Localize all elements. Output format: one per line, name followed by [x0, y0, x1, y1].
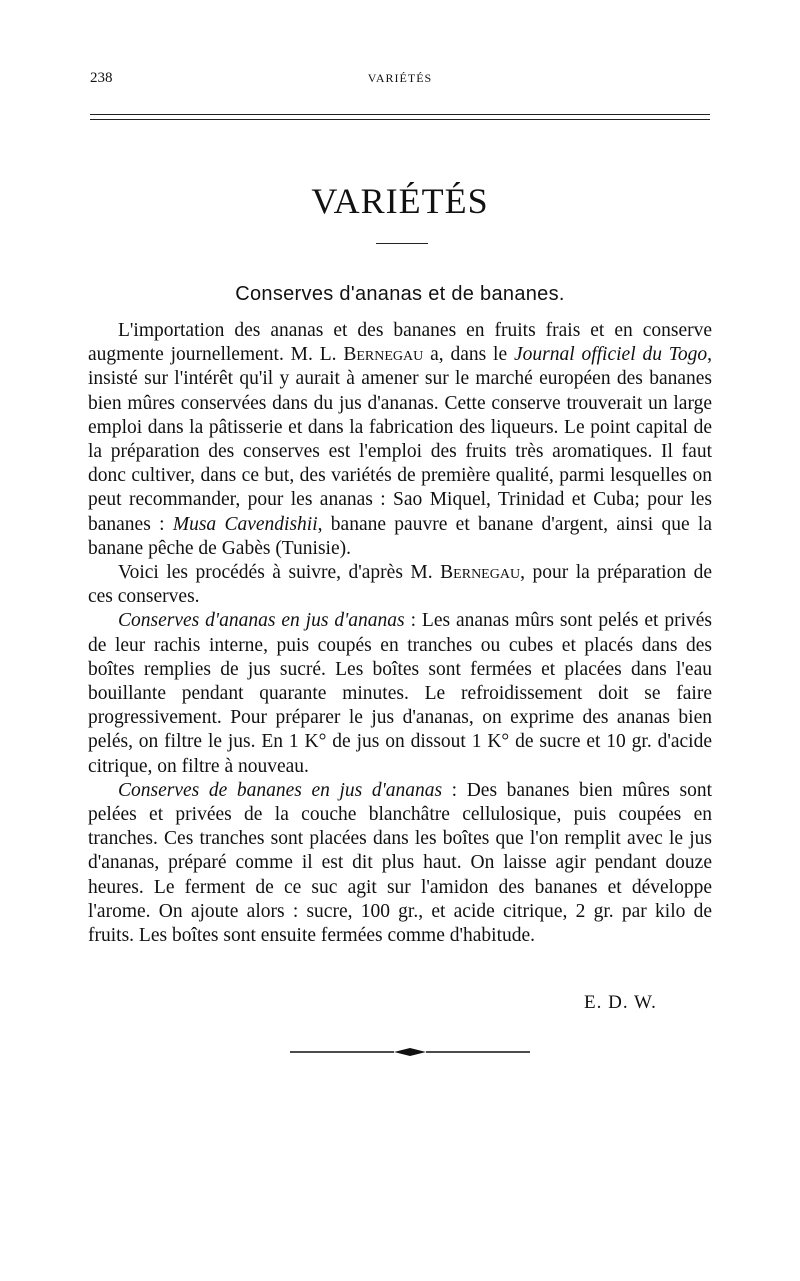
- article-body: [88, 319, 712, 948]
- p1-text-c: , insisté sur l'intérêt qu'il y aurait à amener sur le marché européen des bananes bien mûres conservées dans du jus d'ananas. Cette conserve trouverait un large emploi dans la pâtisserie et dans la fabrication des liqueurs. Le point capital de la préparation des conserves est l'emploi des fruits très aromatiques. Il faut donc cultiver, dans ce but, des variétés de première qualité, parmi lesquelles on peut recommander, pour les ananas : Sao Miquel, Trinidad et Cuba; pour les bananes :: [88, 344, 712, 535]
- p1-text-a: L'importation des ananas et des bananes en fruits frais et en conserve augmente journellement. M. L.: [88, 320, 712, 366]
- paragraph-procedures: [88, 561, 712, 609]
- article-title: Conserves d'ananas et de bananes.: [235, 283, 565, 305]
- author-name-2: Bernegau: [440, 562, 521, 584]
- running-head: [90, 70, 710, 94]
- running-title: VARIÉTÉS: [367, 71, 433, 85]
- signature: E. D. W.: [584, 992, 657, 1013]
- header-rule-bottom: [90, 119, 710, 120]
- page-number: 238: [90, 70, 113, 86]
- section-title: VARIÉTÉS: [311, 181, 489, 221]
- ananas-heading: Conserves d'ananas en jus d'ananas: [118, 610, 405, 632]
- header-rule-top: [90, 114, 710, 115]
- paragraph-intro: [88, 319, 712, 561]
- journal-title: Journal officiel du Togo: [513, 344, 708, 366]
- ananas-text: : Les ananas mûrs sont pelés et privés de leur rachis interne, puis coupés en tranches ou cubes et placés dans des boîtes remplies de jus sucré. Les boîtes sont fermées et placées dans l'eau bouillante pendant quarante minutes. Le refroidissement doit se faire progressivement. Pour préparer le jus d'ananas, on exprime des ananas bien pelés, on filtre le jus. En 1 K° de jus on dissout 1 K° de sucre et 10 gr. d'acide citrique, on filtre à nouveau.: [88, 610, 712, 777]
- ornament-divider: [290, 1044, 530, 1060]
- bananes-heading: Conserves de bananes en jus d'ananas: [118, 779, 443, 801]
- title-dash: [376, 243, 428, 244]
- paragraph-bananes: [88, 779, 712, 948]
- p2-text-a: Voici les procédés à suivre, d'après M.: [118, 562, 441, 584]
- bananes-text: : Des bananes bien mûres sont pelées et privées de la couche blanchâtre cellulosique, puis coupées en tranches. Ces tranches sont placées dans les boîtes que l'on remplit avec le jus d'ananas, préparé comme il est dit plus haut. On laisse agir pendant douze heures. Le ferment de ce suc agit sur l'amidon des bananes et développe l'arome. On ajoute alors : sucre, 100 gr., et acide citrique, 2 gr. par kilo de fruits. Les boîtes sont ensuite fermées comme d'habitude.: [88, 779, 712, 947]
- p1-text-b: a, dans le: [423, 344, 514, 366]
- species-name: Musa Cavendishii: [172, 513, 318, 535]
- p1-text-d: , banane pauvre et banane d'argent, ainsi que la banane pêche de Gabès (Tunisie).: [88, 513, 712, 559]
- p2-text-b: , pour la préparation de ces conserves.: [88, 562, 712, 608]
- author-name: Bernegau: [343, 344, 424, 366]
- paragraph-ananas: [88, 609, 712, 778]
